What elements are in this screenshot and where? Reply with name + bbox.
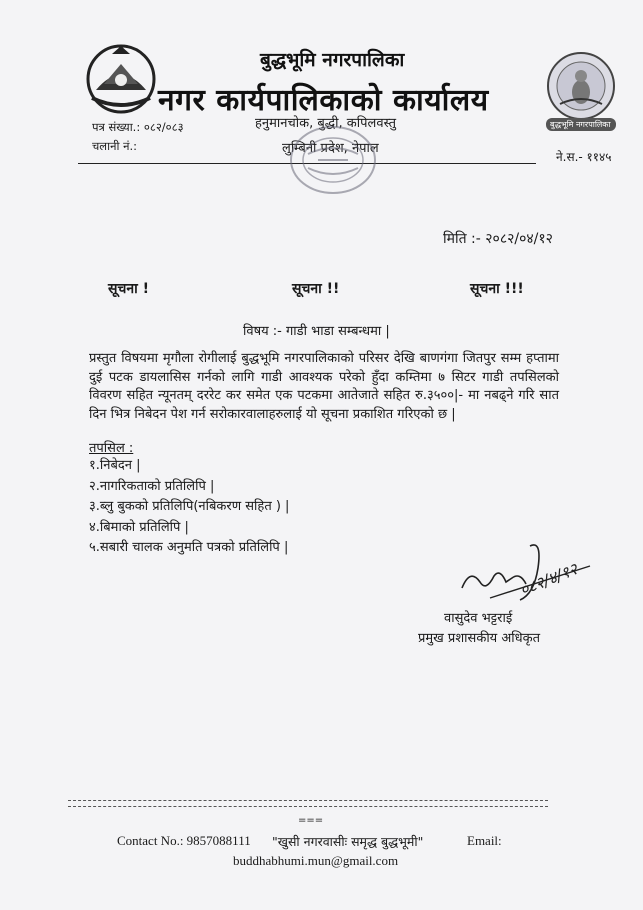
signature-date: ०८२/४/१२ bbox=[516, 559, 581, 600]
municipality-logo-text: बुद्धभूमि नगरपालिका bbox=[550, 120, 611, 129]
notice-heading-1: सूचना ! bbox=[108, 281, 150, 297]
patra-sankhya: पत्र संख्या.: ०८२/०८३ bbox=[92, 120, 184, 134]
notice-heading-2: सूचना !! bbox=[292, 281, 340, 297]
footer-slogan: "खुसी नगरवासीः समृद्ध बुद्धभूमी" bbox=[272, 834, 424, 849]
municipality-name: बुद्धभूमि नगरपालिका bbox=[260, 49, 405, 71]
list-item: ३.ब्लु बुकको प्रतिलिपि(नबिकरण सहित ) | bbox=[89, 499, 290, 514]
nepal-emblem-logo bbox=[82, 40, 160, 118]
office-stamp bbox=[288, 124, 378, 196]
signatory-name: वासुदेव भट्टराई bbox=[444, 611, 513, 626]
office-address: हनुमानचोक, बुद्धी, कपिलवस्तु bbox=[255, 116, 397, 131]
office-province: लुम्बिनी प्रदेश, नेपाल bbox=[282, 141, 379, 156]
office-title: नगर कार्यपालिकाको कार्यालय bbox=[158, 83, 489, 118]
footer-contact: Contact No.: 9857088111 bbox=[117, 833, 251, 848]
list-item: १.निबेदन | bbox=[89, 458, 141, 473]
subject-line: विषय :- गाडी भाडा सम्बन्धमा | bbox=[243, 324, 390, 339]
list-item: ५.सबारी चालक अनुमति पत्रको प्रतिलिपि | bbox=[89, 540, 289, 555]
chalani-number: चलानी नं.: bbox=[92, 139, 138, 153]
footer-divider-top bbox=[68, 800, 548, 801]
list-item: ४.बिमाको प्रतिलिपि | bbox=[89, 519, 189, 535]
notice-body: प्रस्तुत विषयमा मृगौला रोगीलाई बुद्धभूमि नगरपालिकाको परिसर देखि बाणगंगा जितपुर सम्म हप्तामा दुई पटक डायलासिस गर्नको लागि गाडी आवश्यक परेको हुँदा कम्तिमा ७ सिटर गाडी तपसिलको विवरण सहित न्यूनतम् दररेट कर समेत एक पटकमा आतेजाते सहित रु.३५००|- मा नबढ्ने गरि सात दिन भित्र निबेदन पेश गर्न सरोकारवालाहरुलाई यो सूचना प्रकाशित गरिएको छ | bbox=[89, 351, 559, 422]
municipality-logo bbox=[540, 48, 622, 136]
signatory-title: प्रमुख प्रशासकीय अधिकृत bbox=[418, 631, 541, 646]
footer-email: buddhabhumi.mun@gmail.com bbox=[233, 853, 399, 868]
notice-heading-3: सूचना !!! bbox=[470, 281, 524, 297]
list-item: २.नागरिकताको प्रतिलिपि | bbox=[89, 478, 215, 494]
footer-separator: === bbox=[298, 815, 324, 826]
footer-divider-bottom bbox=[68, 806, 548, 807]
tapsil-heading: तपसिल : bbox=[89, 441, 134, 456]
requirements-list bbox=[89, 456, 289, 559]
handwritten-signature bbox=[450, 538, 600, 616]
document-date: मिति :- २०८२/०४/१२ bbox=[443, 231, 553, 247]
footer-email-label: Email: bbox=[467, 833, 502, 848]
ne-sa-number: ने.स.- ११४५ bbox=[556, 150, 612, 164]
